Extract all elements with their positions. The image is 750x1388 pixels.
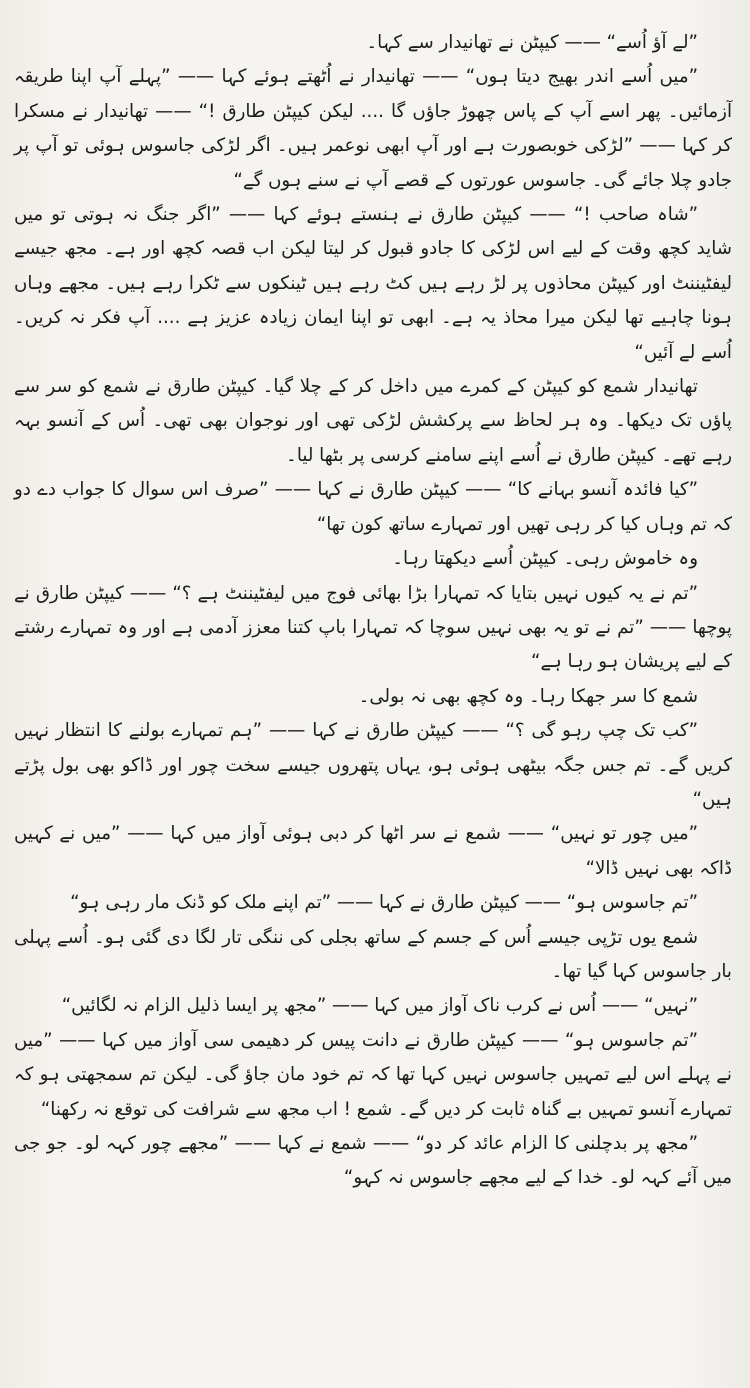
paragraph-15: ”مجھ پر بدچلنی کا الزام عائد کر دو“ —— شمع نے کہا —— ”مجھے چور کہہ لو۔ جو جی میں آئے کہہ لو۔ خدا کے لیے مجھے جاسوس نہ کہو“ [14,1133,732,1189]
paragraph-6: وہ خاموش رہی۔ کیپٹن اُسے دیکھتا رہا۔ [392,548,698,570]
paragraph-2: ”میں اُسے اندر بھیج دیتا ہوں“ —— تھانیدار نے اُٹھتے ہوئے کہا —— ”پہلے آپ اپنا طریقہ آزمائیں۔ پھر اسے آپ کے پاس چھوڑ جاؤں گا .... لیکن کیپٹن طارق !“ —— تھانیدار نے مسکرا کر کہا —— ”لڑکی خوبصورت ہے اور آپ ابھی نوعمر ہیں۔ اگر لڑکی جاسوس ہوئی تو آپ پر جادو چلا جائے گی۔ جاسوس عورتوں کے قصے آپ نے سنے ہوں گے“ [14,66,732,191]
paragraph-12: شمع یوں تڑپی جیسے اُس کے جسم کے ساتھ بجلی کی ننگی تار لگا دی گئی ہو۔ اُسے پہلی بار جاسوس کہا گیا تھا۔ [14,926,732,982]
paragraph-14: ”تم جاسوس ہو“ —— کیپٹن طارق نے دانت پیس کر دھیمی سی آواز میں کہا —— ”میں نے پہلے اس لیے تمہیں جاسوس نہیں کہا تھا کہ تم خود مان جاؤ گی۔ لیکن تم سمجھتی ہو کہ تمہارے آنسو تمہیں بے گناہ ثابت کر دیں گے۔ شمع ! اب مجھ سے شرافت کی توقع نہ رکھنا“ [14,1029,732,1120]
paragraph-1: ”لے آؤ اُسے“ —— کیپٹن نے تھانیدار سے کہا۔ [366,32,698,53]
urdu-text-body [14,26,732,1196]
paragraph-4: تھانیدار شمع کو کیپٹن کے کمرے میں داخل کر کے چلا گیا۔ کیپٹن طارق نے شمع کو سر سے پاؤں تک دیکھا۔ وہ ہر لحاظ سے پرکشش لڑکی تھی اور نوجوان بھی تھی۔ اُس کے آنسو بہہ رہے تھے۔ کیپٹن طارق نے اُسے اپنے سامنے کرسی پر بٹھا لیا۔ [14,376,732,466]
paragraph-13: ”نہیں“ —— اُس نے کرب ناک آواز میں کہا —— ”مجھ پر ایسا ذلیل الزام نہ لگائیں“ [61,995,698,1017]
paragraph-8: شمع کا سر جھکا رہا۔ وہ کچھ بھی نہ بولی۔ [358,685,698,707]
paragraph-3: ”شاہ صاحب !“ —— کیپٹن طارق نے ہنستے ہوئے کہا —— ”اگر جنگ نہ ہوتی تو میں شاید کچھ وقت کے لیے اس لڑکی کا جادو قبول کر لیتا لیکن اب قصہ کچھ اور ہے۔ مجھ جیسے لیفٹیننٹ اور کیپٹن محاذوں پر لڑ رہے ہیں کٹ رہے ہیں ٹینکوں سے ٹکرا رہے ہیں۔ مجھے وہاں ہونا چاہیے تھا لیکن میرا محاذ یہ ہے۔ ابھی تو اپنا ایمان زیادہ عزیز ہے .... آپ فکر نہ کریں۔ اُسے لے آئیں“ [14,204,732,363]
paragraph-9: ”کب تک چپ رہو گی ؟“ —— کیپٹن طارق نے کہا —— ”ہم تمہارے بولنے کا انتظار نہیں کریں گے۔ تم جس جگہ بیٹھی ہوئی ہو، یہاں پتھروں جیسے سخت چور اور ڈاکو بھی بول پڑتے ہیں“ [14,720,732,810]
paragraph-5: ”کیا فائدہ آنسو بہانے کا“ —— کیپٹن طارق نے کہا —— ”صرف اس سوال کا جواب دے دو کہ تم وہاں کیا کر رہی تھیں اور تمہارے ساتھ کون تھا“ [14,479,732,535]
paragraph-11: ”تم جاسوس ہو“ —— کیپٹن طارق نے کہا —— ”تم اپنے ملک کو ڈنک مار رہی ہو“ [70,892,698,914]
paragraph-7: ”تم نے یہ کیوں نہیں بتایا کہ تمہارا بڑا بھائی فوج میں لیفٹیننٹ ہے ؟“ —— کیپٹن طارق نے پوچھا —— ”تم نے تو یہ بھی نہیں سوچا کہ تمہارا باپ کتنا معزز آدمی ہے اور وہ تمہارے رشتے کے لیے پریشان ہو رہا ہے“ [14,582,732,673]
paragraph-10: ”میں چور تو نہیں“ —— شمع نے سر اٹھا کر دبی ہوئی آواز میں کہا —— ”میں نے کہیں ڈاکہ بھی نہیں ڈالا“ [14,823,732,879]
